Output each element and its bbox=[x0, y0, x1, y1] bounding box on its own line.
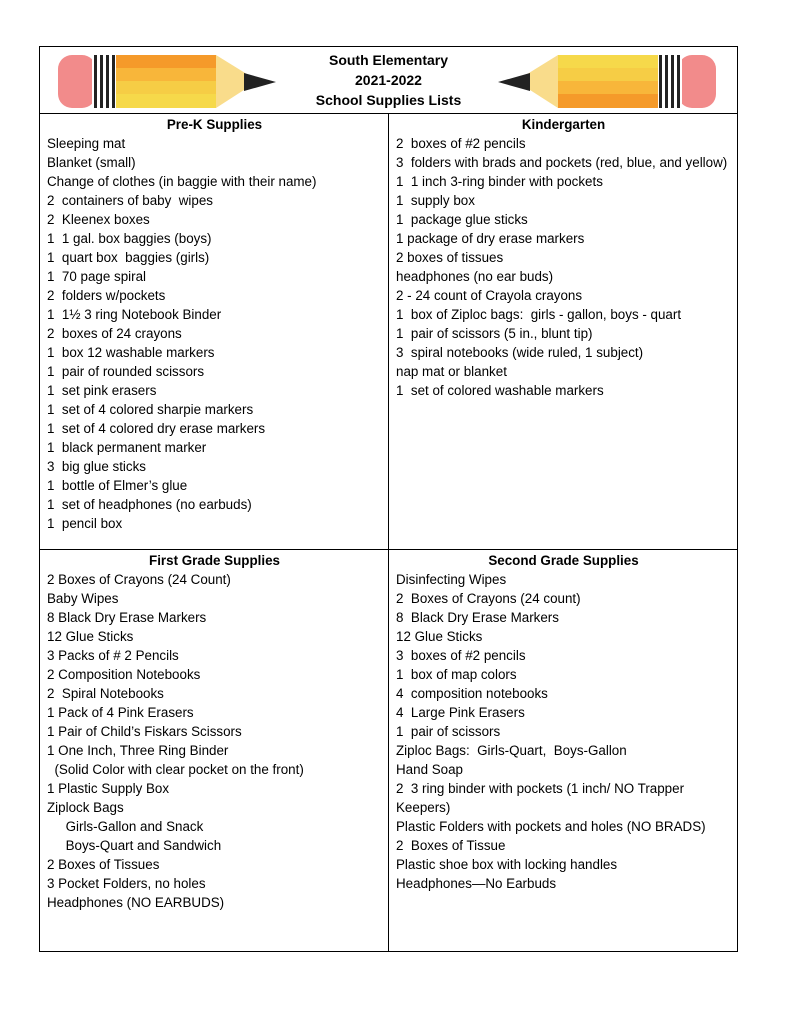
list-item: 1 quart box baggies (girls) bbox=[47, 250, 210, 265]
list-item: 1 bottle of Elmer’s glue bbox=[47, 478, 188, 493]
list-item: 1 box of Ziploc bags: girls - gallon, boys - quart bbox=[396, 307, 682, 322]
list-item: 1 set of colored washable markers bbox=[396, 383, 604, 398]
list-item: 3 Packs of # 2 Pencils bbox=[47, 648, 179, 663]
school-name: South Elementary bbox=[328, 52, 449, 68]
list-item: 2 Boxes of Tissues bbox=[47, 857, 160, 872]
list-item: Headphones (NO EARBUDS) bbox=[47, 895, 225, 910]
list-item: Plastic Folders with pockets and holes (NO BRADS) bbox=[396, 819, 706, 834]
pencil-left-icon bbox=[58, 55, 278, 109]
second-grade-title: Second Grade Supplies bbox=[488, 553, 639, 568]
prek-items bbox=[47, 134, 382, 533]
list-item: 2 folders w/pockets bbox=[47, 288, 166, 303]
list-item: 1 package glue sticks bbox=[396, 212, 528, 227]
list-item: 3 big glue sticks bbox=[47, 459, 146, 474]
kindergarten-items bbox=[396, 134, 731, 400]
list-item: 4 composition notebooks bbox=[396, 686, 548, 701]
list-item: 12 Glue Sticks bbox=[47, 629, 134, 644]
list-item: 1 Plastic Supply Box bbox=[47, 781, 170, 796]
prek-title: Pre-K Supplies bbox=[166, 117, 263, 132]
list-item: 2 Composition Notebooks bbox=[47, 667, 201, 682]
list-item: 2 - 24 count of Crayola crayons bbox=[396, 288, 583, 303]
list-item: 1 box of map colors bbox=[396, 667, 517, 682]
list-item: 3 boxes of #2 pencils bbox=[396, 648, 526, 663]
list-item: Blanket (small) bbox=[47, 155, 136, 170]
list-item: 1 1 gal. box baggies (boys) bbox=[47, 231, 212, 246]
list-item: 2 Kleenex boxes bbox=[47, 212, 150, 227]
list-item: Sleeping mat bbox=[47, 136, 126, 151]
prek-list bbox=[41, 115, 388, 533]
list-item: 1 pair of scissors (5 in., blunt tip) bbox=[396, 326, 593, 341]
list-item: Hand Soap bbox=[396, 762, 464, 777]
list-item: 12 Glue Sticks bbox=[396, 629, 483, 644]
list-item: 1 pair of scissors bbox=[396, 724, 501, 739]
list-item: (Solid Color with clear pocket on the front) bbox=[47, 762, 304, 777]
kindergarten-list bbox=[390, 115, 737, 400]
list-item: 1 package of dry erase markers bbox=[396, 231, 585, 246]
list-item: 1 pair of rounded scissors bbox=[47, 364, 205, 379]
list-item: 1 set of 4 colored sharpie markers bbox=[47, 402, 254, 417]
second-grade-items bbox=[396, 570, 731, 893]
list-item: 2 containers of baby wipes bbox=[47, 193, 213, 208]
list-item: Boys-Quart and Sandwich bbox=[47, 838, 222, 853]
list-item: Headphones—No Earbuds bbox=[396, 876, 557, 891]
list-item: 2 boxes of tissues bbox=[396, 250, 504, 265]
list-item: 2 Boxes of Crayons (24 Count) bbox=[47, 572, 231, 587]
list-item: 8 Black Dry Erase Markers bbox=[396, 610, 559, 625]
list-item: 2 boxes of 24 crayons bbox=[47, 326, 182, 341]
list-item: 1 set of 4 colored dry erase markers bbox=[47, 421, 266, 436]
list-item: nap mat or blanket bbox=[396, 364, 507, 379]
list-item: 1 pencil box bbox=[47, 516, 123, 531]
list-item: 1 One Inch, Three Ring Binder bbox=[47, 743, 229, 758]
list-item: 2 Boxes of Tissue bbox=[396, 838, 506, 853]
list-item: 1 Pack of 4 Pink Erasers bbox=[47, 705, 194, 720]
second-grade-list bbox=[390, 551, 737, 893]
kindergarten-title: Kindergarten bbox=[521, 117, 606, 132]
list-item: 2 Boxes of Crayons (24 count) bbox=[396, 591, 581, 606]
list-item: Ziplock Bags bbox=[47, 800, 124, 815]
list-item: 1 set of headphones (no earbuds) bbox=[47, 497, 252, 512]
list-item: 1 black permanent marker bbox=[47, 440, 207, 455]
list-item: 1 70 page spiral bbox=[47, 269, 147, 284]
list-item: Change of clothes (in baggie with their name) bbox=[47, 174, 317, 189]
list-item: 2 boxes of #2 pencils bbox=[396, 136, 526, 151]
school-year: 2021-2022 bbox=[355, 72, 422, 88]
title-block bbox=[280, 50, 497, 110]
list-item: 2 3 ring binder with pockets (1 inch/ NO Trapper Keepers) bbox=[396, 781, 688, 815]
list-item: 1 Pair of Child’s Fiskars Scissors bbox=[47, 724, 242, 739]
first-grade-list bbox=[41, 551, 388, 912]
list-item: 1 1½ 3 ring Notebook Binder bbox=[47, 307, 222, 322]
header-row bbox=[40, 47, 737, 114]
list-item: 1 set pink erasers bbox=[47, 383, 157, 398]
list-item: 1 supply box bbox=[396, 193, 475, 208]
row-divider bbox=[40, 549, 737, 550]
supplies-table bbox=[39, 46, 738, 952]
first-grade-items bbox=[47, 570, 382, 912]
page-title: School Supplies Lists bbox=[315, 92, 462, 108]
list-item: Disinfecting Wipes bbox=[396, 572, 507, 587]
list-item: Plastic shoe box with locking handles bbox=[396, 857, 618, 872]
list-item: 8 Black Dry Erase Markers bbox=[47, 610, 207, 625]
list-item: 1 box 12 washable markers bbox=[47, 345, 215, 360]
list-item: 3 folders with brads and pockets (red, blue, and yellow) bbox=[396, 155, 728, 170]
list-item: 2 Spiral Notebooks bbox=[47, 686, 164, 701]
list-item: 4 Large Pink Erasers bbox=[396, 705, 525, 720]
list-item: Girls-Gallon and Snack bbox=[47, 819, 204, 834]
list-item: 3 Pocket Folders, no holes bbox=[47, 876, 206, 891]
first-grade-title: First Grade Supplies bbox=[149, 553, 280, 568]
list-item: Baby Wipes bbox=[47, 591, 119, 606]
list-item: 3 spiral notebooks (wide ruled, 1 subject) bbox=[396, 345, 644, 360]
list-item: Ziploc Bags: Girls-Quart, Boys-Gallon bbox=[396, 743, 627, 758]
pencil-right-icon bbox=[496, 55, 716, 109]
list-item: 1 1 inch 3-ring binder with pockets bbox=[396, 174, 603, 189]
column-divider bbox=[388, 114, 389, 952]
list-item: headphones (no ear buds) bbox=[396, 269, 554, 284]
